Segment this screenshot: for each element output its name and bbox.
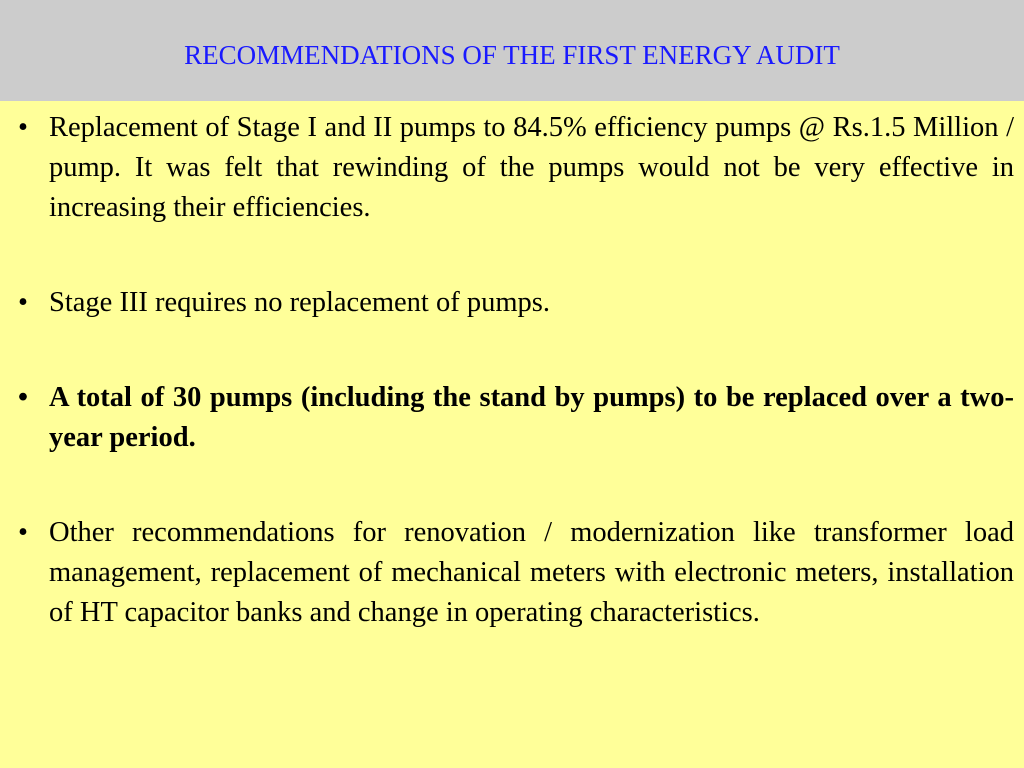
bullet-item-total-pumps <box>18 378 1014 458</box>
bullet-text: Other recommendations for renovation / modernization like transformer load management, replacement of mechanical meters with electronic meters, installation of HT capacitor banks and change in operating characteristics. <box>49 517 1014 628</box>
bullet-list <box>18 108 1014 633</box>
bullet-dot-icon: • <box>18 287 28 318</box>
bullet-item-stage-three <box>18 283 1014 323</box>
bullet-text: Replacement of Stage I and II pumps to 84.5% efficiency pumps @ Rs.1.5 Million / pump. It was felt that rewinding of the pumps would not be very effective in increasing their efficiencies. <box>49 112 1014 223</box>
bullet-item-pump-replacement <box>18 108 1014 228</box>
bullet-dot-icon: • <box>18 112 28 143</box>
slide-title: RECOMMENDATIONS OF THE FIRST ENERGY AUDIT <box>184 40 840 70</box>
bullet-item-other-recommendations <box>18 513 1014 633</box>
bullet-dot-icon: • <box>18 382 28 413</box>
title-band <box>0 0 1024 101</box>
bullet-text: A total of 30 pumps (including the stand by pumps) to be replaced over a two-year period. <box>49 382 1014 453</box>
bullet-text: Stage III requires no replacement of pumps. <box>49 287 550 318</box>
bullet-dot-icon: • <box>18 517 28 548</box>
